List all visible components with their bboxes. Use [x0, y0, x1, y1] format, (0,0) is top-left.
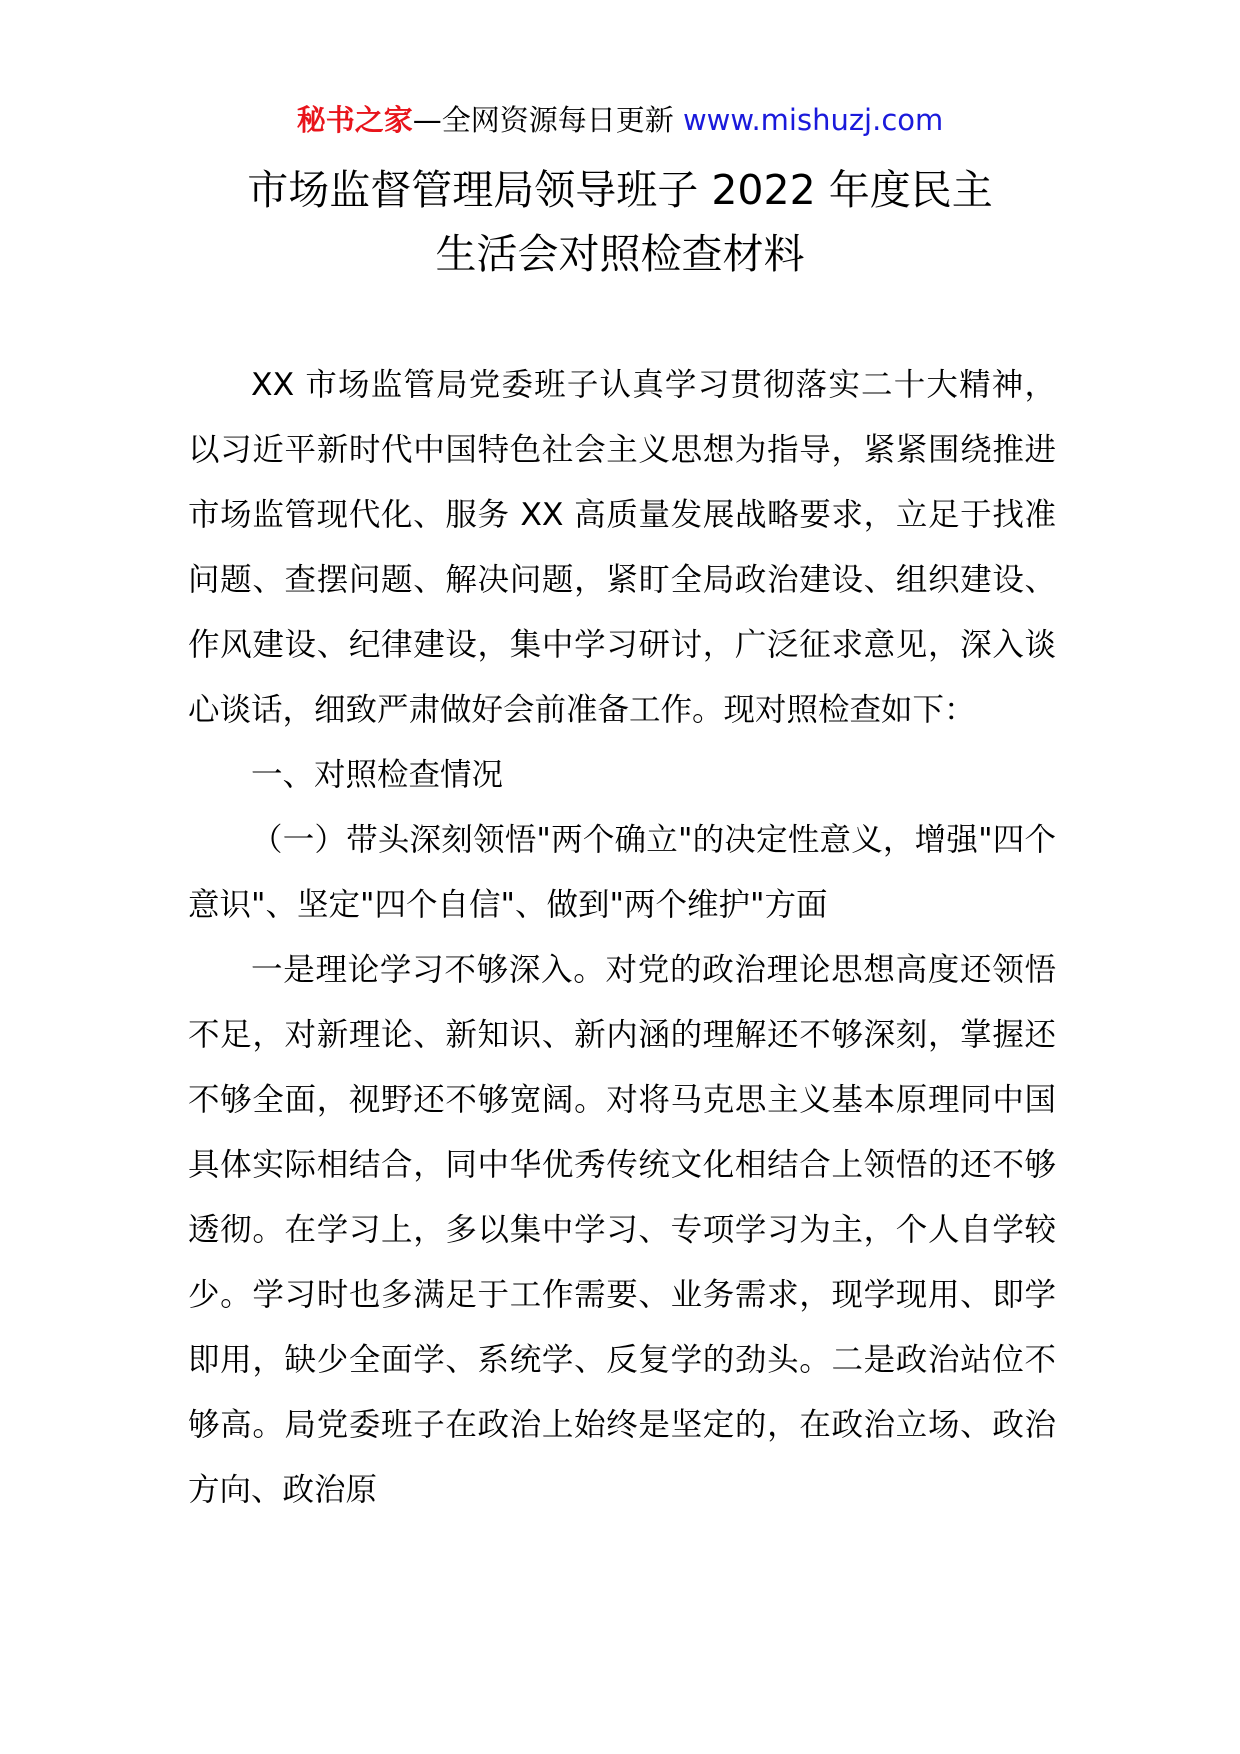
- subsection-heading: （一）带头深刻领悟"两个确立"的决定性意义，增强"四个意识"、坚定"四个自信"、做到"两个维护"方面: [188, 822, 1056, 923]
- site-url-link[interactable]: www.mishuzj.com: [682, 103, 944, 137]
- document-title: [150, 158, 1090, 286]
- document-title-line-2: 生活会对照检查材料: [435, 230, 805, 278]
- document-title-line-1: 市场监督管理局领导班子 2022 年度民主: [247, 166, 993, 214]
- intro-paragraph: XX 市场监管局党委班子认真学习贯彻落实二十大精神，以习近平新时代中国特色社会主义思想为指导，紧紧围绕推进市场监管现代化、服务 XX 高质量发展战略要求，立足于找准问题、查摆问题、解决问题，紧盯全局政治建设、组织建设、作风建设、纪律建设，集中学习研讨，广泛征求意见，深入谈心谈话，细致严肃做好会前准备工作。现对照检查如下：: [188, 367, 1056, 728]
- header-banner: [0, 100, 1240, 140]
- header-slogan: —全网资源每日更新: [412, 103, 683, 137]
- document-body: [188, 353, 1056, 1523]
- brand-name: 秘书之家: [296, 103, 413, 137]
- body-paragraph: 一是理论学习不够深入。对党的政治理论思想高度还领悟不足，对新理论、新知识、新内涵的理解还不够深刻，掌握还不够全面，视野还不够宽阔。对将马克思主义基本原理同中国具体实际相结合，同中华优秀传统文化相结合上领悟的还不够透彻。在学习上，多以集中学习、专项学习为主，个人自学较少。学习时也多满足于工作需要、业务需求，现学现用、即学即用，缺少全面学、系统学、反复学的劲头。二是政治站位不够高。局党委班子在政治上始终是坚定的，在政治立场、政治方向、政治原: [188, 952, 1056, 1508]
- section-heading: 一、对照检查情况: [251, 757, 504, 793]
